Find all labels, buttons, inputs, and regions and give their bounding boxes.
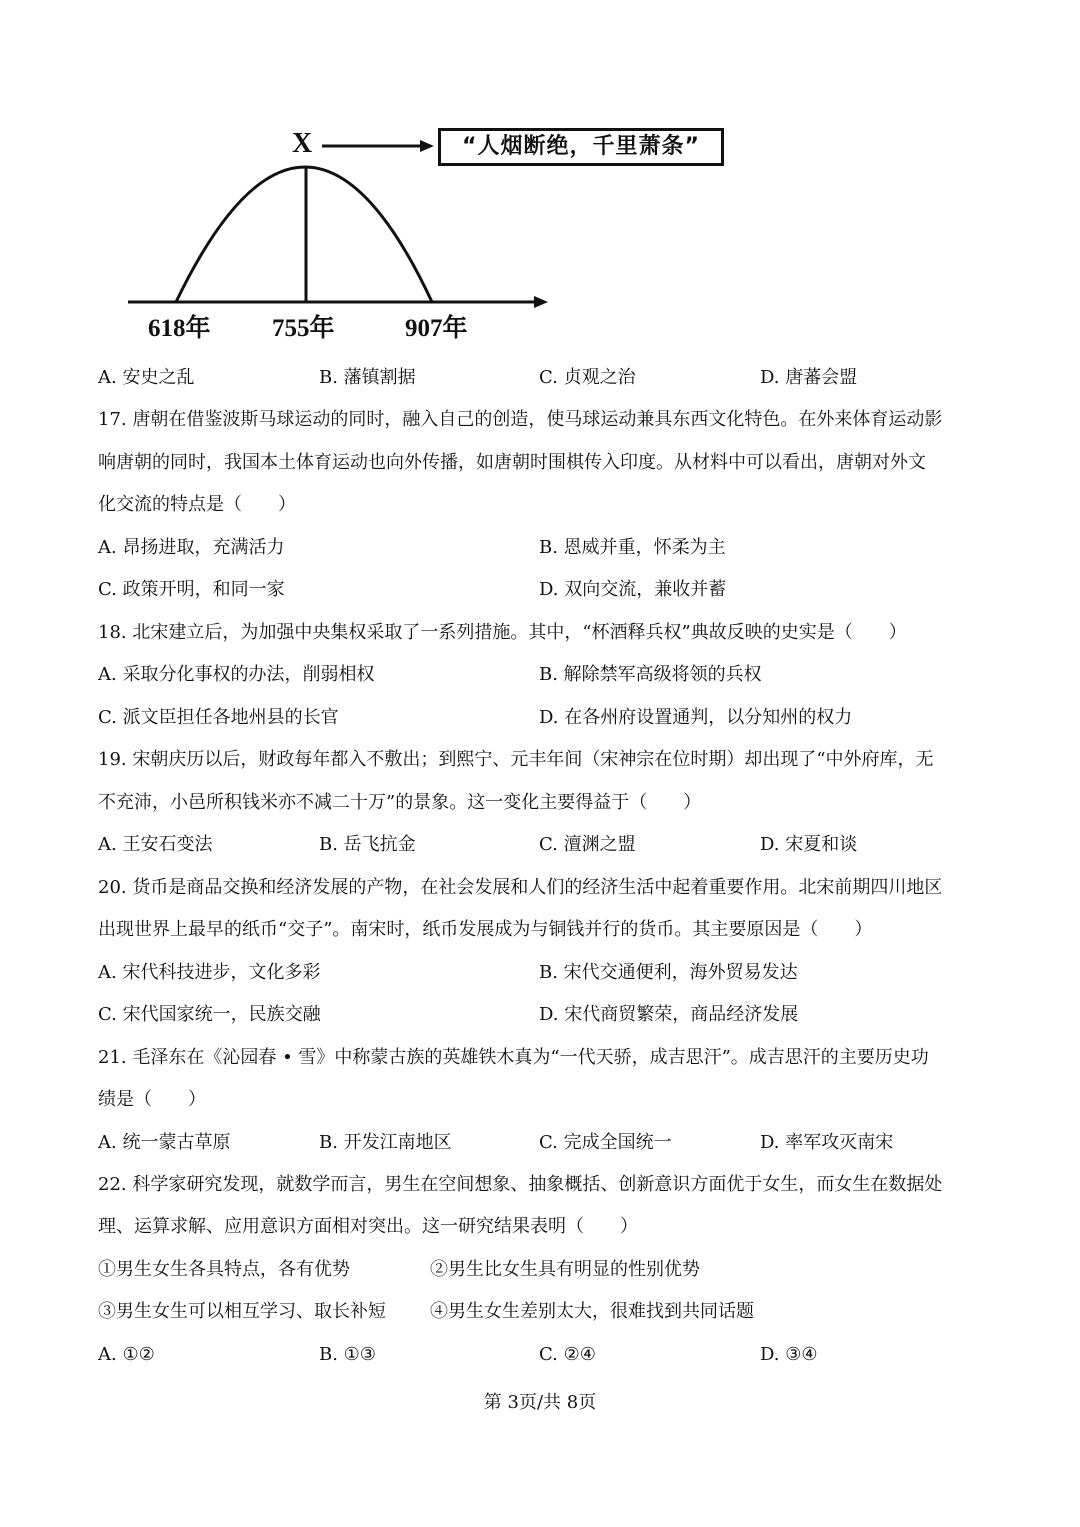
q17-stem-line: 响唐朝的同时，我国本土体育运动也向外传播，如唐朝时围棋传入印度。从材料中可以看出，唐朝对外文	[98, 452, 926, 473]
q18-option-b: B. 解除禁军高级将领的兵权	[539, 664, 762, 685]
q20-stem-line: 出现世界上最早的纸币“交子”。南宋时，纸币发展成为与铜钱并行的货币。其主要原因是（ ）	[98, 919, 873, 940]
q17-option-c: C. 政策开明，和同一家	[98, 579, 285, 600]
q16-option-d: D. 唐蕃会盟	[760, 367, 858, 388]
x-pointer-arrowhead	[420, 140, 434, 152]
q16-option-a: A. 安史之乱	[98, 367, 195, 388]
q22-option-a: A. ①②	[98, 1344, 155, 1365]
q16-option-b: B. 藩镇割据	[319, 367, 416, 388]
q22-statement: ②男生比女生具有明显的性别优势	[430, 1259, 700, 1280]
q19-option-c: C. 澶渊之盟	[539, 834, 636, 855]
q21-option-d: D. 率军攻灭南宋	[760, 1132, 894, 1153]
q17-option-b: B. 恩威并重，怀柔为主	[539, 537, 726, 558]
rise-fall-curve	[176, 167, 432, 302]
q17-stem-line: 17. 唐朝在借鉴波斯马球运动的同时，融入自己的创造，使马球运动兼具东西文化特色。在外来体育运动影	[98, 409, 943, 430]
x-label: X	[292, 128, 313, 159]
q22-option-d: D. ③④	[760, 1344, 818, 1365]
q21-option-a: A. 统一蒙古草原	[98, 1132, 231, 1153]
quote-box: “人烟断绝，千里萧条”	[438, 128, 724, 166]
q22-stem-line: 理、运算求解、应用意识方面相对突出。这一研究结果表明（ ）	[98, 1216, 638, 1237]
q22-statement: ③男生女生可以相互学习、取长补短	[98, 1301, 386, 1322]
history-curve-figure	[120, 108, 740, 348]
q22-statement: ①男生女生各具特点，各有优势	[98, 1259, 350, 1280]
q18-stem-line: 18. 北宋建立后，为加强中央集权采取了一系列措施。其中，“杯酒释兵权”典故反映的史实是（ ）	[98, 622, 907, 643]
q18-option-a: A. 采取分化事权的办法，削弱相权	[98, 664, 375, 685]
year-label: 618年	[148, 315, 211, 342]
q22-statement: ④男生女生差别太大，很难找到共同话题	[430, 1301, 754, 1322]
page-number-footer: 第 3页/共 8页	[483, 1392, 597, 1413]
q19-option-b: B. 岳飞抗金	[319, 834, 416, 855]
q20-option-b: B. 宋代交通便利，海外贸易发达	[539, 962, 798, 983]
q19-option-d: D. 宋夏和谈	[760, 834, 858, 855]
q21-option-c: C. 完成全国统一	[539, 1132, 672, 1153]
q20-stem-line: 20. 货币是商品交换和经济发展的产物，在社会发展和人们的经济生活中起着重要作用。北宋前期四川地区	[98, 877, 943, 898]
year-label: 907年	[405, 315, 468, 342]
q21-option-b: B. 开发江南地区	[319, 1132, 452, 1153]
q22-option-c: C. ②④	[539, 1344, 596, 1365]
q20-option-d: D. 宋代商贸繁荣，商品经济发展	[539, 1004, 799, 1025]
q20-option-a: A. 宋代科技进步，文化多彩	[98, 962, 321, 983]
q19-option-a: A. 王安石变法	[98, 834, 213, 855]
q20-option-c: C. 宋代国家统一，民族交融	[98, 1004, 321, 1025]
q19-stem-line: 19. 宋朝庆历以后，财政每年都入不敷出；到熙宁、元丰年间（宋神宗在位时期）却出现了“中外府库，无	[98, 749, 934, 770]
q22-stem-line: 22. 科学家研究发现，就数学而言，男生在空间想象、抽象概括、创新意识方面优于女生，而女生在数据处	[98, 1174, 943, 1195]
q17-option-d: D. 双向交流，兼收并蓄	[539, 579, 727, 600]
q22-option-b: B. ①③	[319, 1344, 376, 1365]
q18-option-d: D. 在各州府设置通判，以分知州的权力	[539, 707, 853, 728]
year-label: 755年	[272, 315, 335, 342]
q16-option-c: C. 贞观之治	[539, 367, 636, 388]
q17-stem-line: 化交流的特点是（ ）	[98, 494, 296, 515]
axis-arrowhead	[534, 296, 548, 308]
q19-stem-line: 不充沛，小邑所积钱米亦不减二十万”的景象。这一变化主要得益于（ ）	[98, 792, 702, 813]
q17-option-a: A. 昂扬进取，充满活力	[98, 537, 285, 558]
q18-option-c: C. 派文臣担任各地州县的长官	[98, 707, 339, 728]
q21-stem-line: 21. 毛泽东在《沁园春 • 雪》中称蒙古族的英雄铁木真为“一代天骄，成吉思汗”。成吉思汗的主要历史功	[98, 1047, 929, 1068]
q21-stem-line: 绩是（ ）	[98, 1089, 206, 1110]
